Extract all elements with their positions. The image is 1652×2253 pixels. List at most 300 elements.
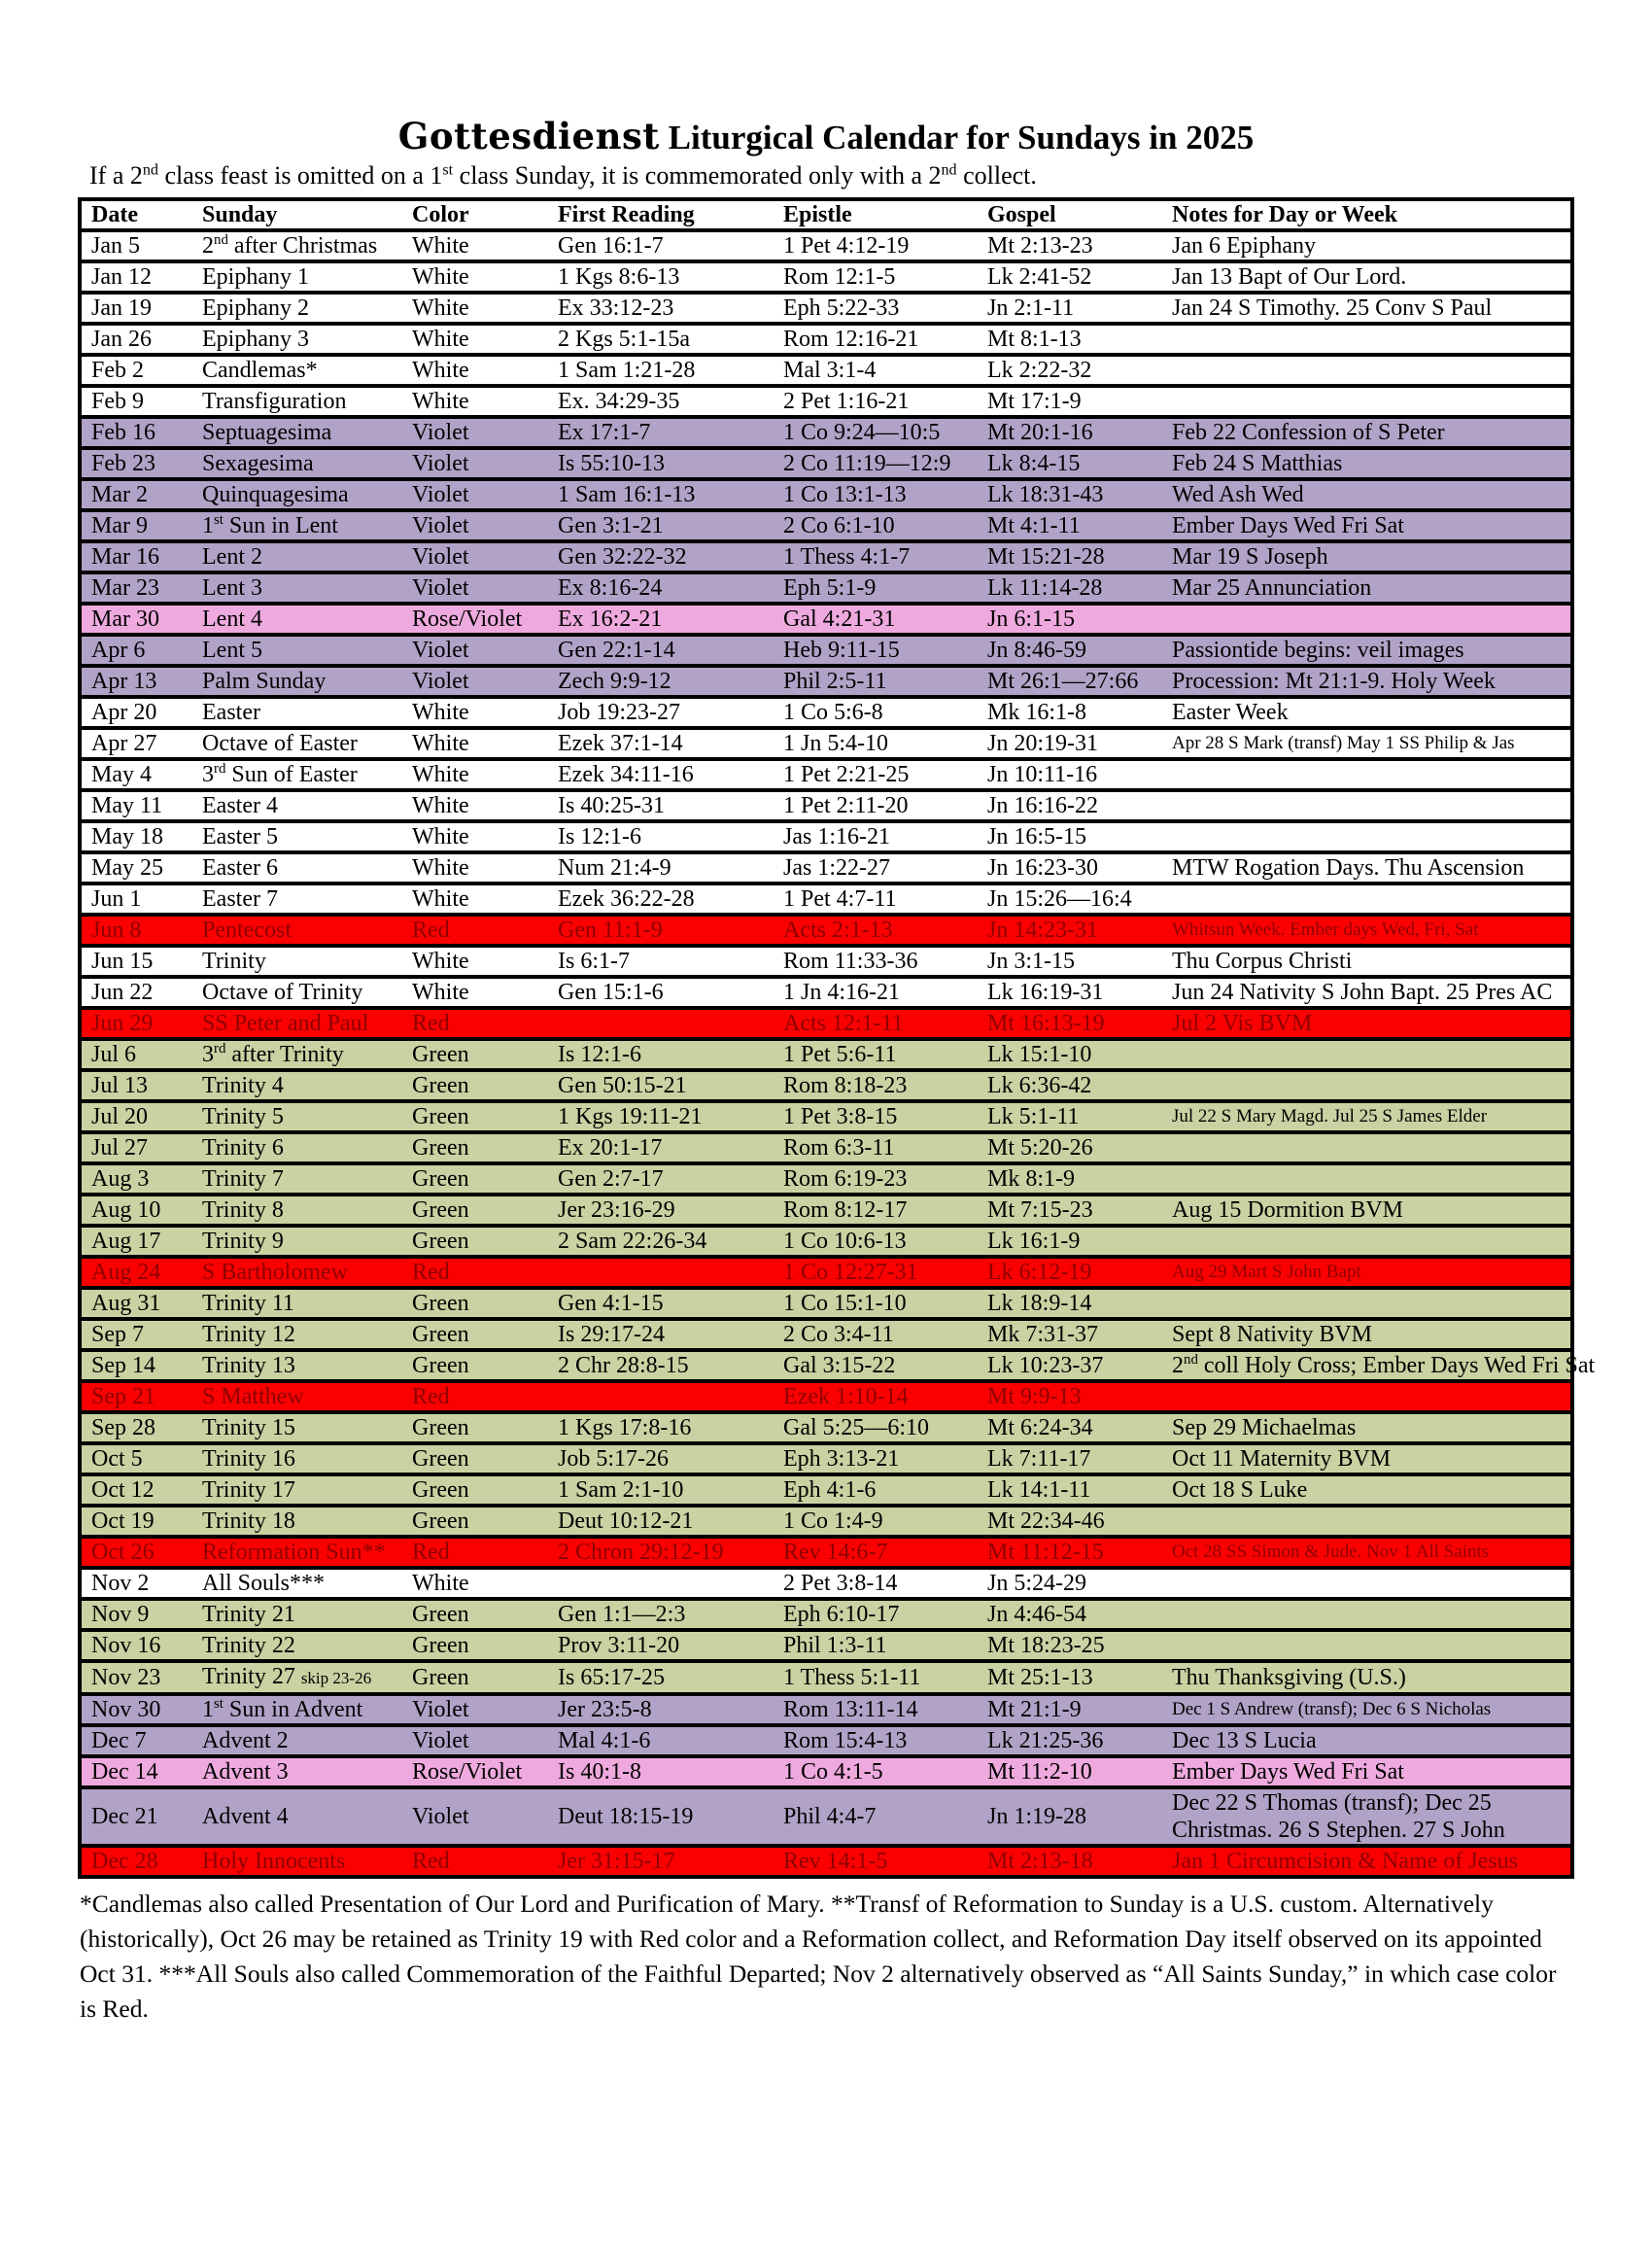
cell-epistle: 1 Co 13:1-13 (783, 482, 907, 507)
cell-sunday: Trinity 17 (202, 1477, 295, 1503)
cell-first-reading: Num 21:4-9 (558, 855, 671, 881)
cell-notes: Mar 25 Annunciation (1172, 575, 1372, 601)
cell-epistle: Phil 1:3-11 (783, 1633, 887, 1658)
table-row (80, 510, 1572, 541)
table-row (80, 1008, 1572, 1039)
table-row (80, 1846, 1572, 1877)
cell-gospel: Mt 11:12-15 (987, 1540, 1104, 1565)
table-row (80, 230, 1572, 261)
cell-gospel: Mt 17:1-9 (987, 389, 1082, 414)
cell-sunday: Septuagesima (202, 420, 332, 445)
cell-date: Jul 20 (91, 1104, 149, 1129)
cell-sunday: Trinity 13 (202, 1353, 295, 1378)
cell-color: Violet (412, 1804, 469, 1829)
cell-sunday: Epiphany 2 (202, 295, 309, 321)
cell-notes (1162, 1630, 1572, 1661)
cell-notes (1162, 884, 1572, 915)
cell-gospel: Jn 10:11-16 (987, 762, 1098, 787)
cell-epistle: 1 Pet 3:8-15 (783, 1104, 898, 1129)
header-gospel: Gospel (987, 202, 1056, 227)
table-row (80, 1756, 1572, 1787)
cell-date: Sep 28 (91, 1415, 155, 1440)
cell-epistle: Ezek 1:10-14 (783, 1384, 909, 1409)
title-rest: Liturgical Calendar for Sundays in 2025 (659, 119, 1255, 156)
cell-gospel: Lk 2:41-52 (987, 264, 1092, 290)
cell-sunday: Trinity 4 (202, 1073, 284, 1098)
cell-epistle: 1 Pet 2:21-25 (783, 762, 910, 787)
cell-notes: Thu Thanksgiving (U.S.) (1172, 1665, 1406, 1690)
cell-epistle: 1 Co 10:6-13 (783, 1229, 907, 1254)
cell-date: Nov 30 (91, 1697, 161, 1722)
cell-gospel: Mt 11:2-10 (987, 1759, 1092, 1785)
cell-date: Sep 14 (91, 1353, 155, 1378)
cell-epistle: Rom 12:1-5 (783, 264, 896, 290)
table-row (80, 1443, 1572, 1474)
cell-gospel: Mt 4:1-11 (987, 513, 1081, 538)
cell-gospel: Lk 6:36-42 (987, 1073, 1092, 1098)
cell-color: Green (412, 1508, 469, 1534)
cell-color: White (412, 949, 469, 974)
table-row (80, 479, 1572, 510)
cell-date: Aug 24 (91, 1260, 161, 1285)
cell-notes (1162, 790, 1572, 821)
cell-first-reading: Ex 8:16-24 (558, 575, 663, 601)
table-row (80, 1381, 1572, 1412)
cell-color: White (412, 886, 469, 912)
cell-gospel: Lk 11:14-28 (987, 575, 1103, 601)
cell-color: Green (412, 1477, 469, 1503)
cell-first-reading: Job 19:23-27 (558, 700, 680, 725)
cell-gospel: Jn 14:23-31 (987, 918, 1098, 943)
table-row (80, 790, 1572, 821)
cell-notes: Wed Ash Wed (1172, 482, 1304, 507)
cell-sunday: Trinity 7 (202, 1166, 284, 1192)
table-row (80, 1787, 1572, 1846)
cell-date: Aug 17 (91, 1229, 161, 1254)
cell-color: Green (412, 1042, 469, 1067)
table-row (80, 1070, 1572, 1101)
cell-first-reading: 2 Kgs 5:1-15a (558, 327, 690, 352)
table-row (80, 1474, 1572, 1506)
cell-sunday: 3rd after Trinity (202, 1041, 344, 1067)
cell-gospel: Mt 20:1-16 (987, 420, 1093, 445)
cell-color: Green (412, 1135, 469, 1161)
cell-epistle: 1 Pet 5:6-11 (783, 1042, 897, 1067)
cell-notes: Jun 24 Nativity S John Bapt. 25 Pres AC (1172, 980, 1553, 1005)
cell-notes (1162, 604, 1572, 635)
table-row (80, 1132, 1572, 1163)
cell-date: Mar 23 (91, 575, 159, 601)
cell-notes: Easter Week (1172, 700, 1289, 725)
cell-gospel: Lk 18:9-14 (987, 1291, 1092, 1316)
cell-epistle: Rom 8:18-23 (783, 1073, 908, 1098)
cell-color: Green (412, 1322, 469, 1347)
cell-color: Green (412, 1166, 469, 1192)
cell-sunday: Octave of Trinity (202, 980, 363, 1005)
cell-gospel: Lk 2:22-32 (987, 358, 1092, 383)
title-masthead: Gottesdienst (397, 115, 660, 157)
cell-epistle: Rom 11:33-36 (783, 949, 918, 974)
cell-epistle: Rom 8:12-17 (783, 1197, 908, 1223)
cell-epistle: 1 Co 1:4-9 (783, 1508, 883, 1534)
cell-epistle: 2 Co 6:1-10 (783, 513, 895, 538)
cell-sunday: 2nd after Christmas (202, 232, 378, 259)
cell-gospel: Mt 18:23-25 (987, 1633, 1105, 1658)
cell-date: Dec 7 (91, 1728, 147, 1753)
cell-sunday: Trinity (202, 949, 266, 974)
cell-notes (1162, 1132, 1572, 1163)
cell-date: Jan 12 (91, 264, 152, 290)
cell-first-reading: Is 6:1-7 (558, 949, 630, 974)
cell-color: Violet (412, 513, 469, 538)
cell-color: Green (412, 1633, 469, 1658)
cell-gospel: Mt 8:1-13 (987, 327, 1082, 352)
page-title (78, 115, 1574, 157)
cell-color: White (412, 233, 469, 259)
cell-sunday: Advent 2 (202, 1728, 289, 1753)
cell-notes: Oct 11 Maternity BVM (1172, 1446, 1392, 1472)
cell-first-reading: Is 12:1-6 (558, 824, 641, 849)
cell-sunday: 1st Sun in Lent (202, 512, 338, 538)
cell-notes (1162, 1568, 1572, 1599)
cell-color: Green (412, 1665, 469, 1690)
cell-gospel: Mt 15:21-28 (987, 544, 1105, 570)
table-row (80, 541, 1572, 572)
cell-sunday: Advent 3 (202, 1759, 289, 1785)
cell-date: Jul 6 (91, 1042, 137, 1067)
cell-color: Green (412, 1197, 469, 1223)
cell-epistle: Eph 3:13-21 (783, 1446, 900, 1472)
cell-epistle: 1 Jn 5:4-10 (783, 731, 888, 756)
header-sunday: Sunday (202, 202, 278, 227)
cell-date: Nov 2 (91, 1571, 150, 1596)
table-row (80, 1537, 1572, 1568)
cell-first-reading: Is 29:17-24 (558, 1322, 665, 1347)
cell-color: White (412, 762, 469, 787)
cell-epistle: Gal 4:21-31 (783, 607, 896, 632)
cell-color: Violet (412, 1728, 469, 1753)
cell-first-reading: Jer 23:5-8 (558, 1697, 652, 1722)
cell-date: Mar 16 (91, 544, 159, 570)
cell-gospel: Mt 5:20-26 (987, 1135, 1093, 1161)
cell-date: Sep 7 (91, 1322, 144, 1347)
cell-color: White (412, 980, 469, 1005)
cell-first-reading: Ex. 34:29-35 (558, 389, 680, 414)
cell-date: Aug 10 (91, 1197, 161, 1223)
table-row (80, 1694, 1572, 1725)
cell-sunday: Reformation Sun** (202, 1540, 386, 1565)
cell-notes: Sept 8 Nativity BVM (1172, 1322, 1373, 1347)
cell-first-reading: 2 Chr 28:8-15 (558, 1353, 689, 1378)
cell-date: Nov 16 (91, 1633, 161, 1658)
cell-first-reading: Ex 17:1-7 (558, 420, 651, 445)
cell-gospel: Lk 6:12-19 (987, 1260, 1092, 1285)
cell-sunday: Trinity 6 (202, 1135, 284, 1161)
cell-first-reading: 1 Kgs 19:11-21 (558, 1104, 703, 1129)
cell-gospel: Lk 8:4-15 (987, 451, 1081, 476)
cell-sunday: Lent 3 (202, 575, 262, 601)
cell-notes: Feb 22 Confession of S Peter (1172, 420, 1445, 445)
cell-epistle: 2 Co 11:19—12:9 (783, 451, 951, 476)
cell-date: Jul 27 (91, 1135, 149, 1161)
table-row (80, 666, 1572, 697)
cell-color: Red (412, 1540, 450, 1565)
cell-notes: Aug 15 Dormition BVM (1172, 1197, 1404, 1223)
cell-color: Red (412, 1384, 450, 1409)
cell-gospel: Lk 7:11-17 (987, 1446, 1091, 1472)
cell-epistle: 1 Co 9:24—10:5 (783, 420, 941, 445)
cell-epistle: Eph 5:22-33 (783, 295, 900, 321)
cell-sunday: Lent 4 (202, 607, 262, 632)
cell-first-reading: Is 40:1-8 (558, 1759, 641, 1785)
cell-date: Sep 21 (91, 1384, 155, 1409)
cell-epistle: Rom 6:19-23 (783, 1166, 908, 1192)
cell-color: Rose/Violet (412, 607, 523, 632)
cell-notes (1162, 1506, 1572, 1537)
cell-first-reading: Deut 10:12-21 (558, 1508, 694, 1534)
cell-color: Green (412, 1104, 469, 1129)
cell-epistle: 2 Co 3:4-11 (783, 1322, 894, 1347)
table-row (80, 884, 1572, 915)
cell-notes: Jul 22 S Mary Magd. Jul 25 S James Elder (1172, 1106, 1488, 1126)
cell-date: Nov 9 (91, 1602, 150, 1627)
cell-first-reading (548, 1381, 774, 1412)
cell-date: Oct 5 (91, 1446, 143, 1472)
table-row (80, 1506, 1572, 1537)
cell-epistle: Phil 4:4-7 (783, 1804, 877, 1829)
cell-notes: Oct 28 SS Simon & Jude. Nov 1 All Saints (1172, 1542, 1490, 1562)
subtitle-rubric: If a 2nd class feast is omitted on a 1st class Sunday, it is commemorated only with a 2nd collect. (89, 161, 1037, 190)
cell-first-reading: Gen 16:1-7 (558, 233, 664, 259)
cell-epistle: Acts 2:1-13 (783, 918, 893, 943)
table-row (80, 1725, 1572, 1756)
cell-date: Feb 2 (91, 358, 144, 383)
cell-epistle: Gal 3:15-22 (783, 1353, 896, 1378)
cell-gospel: Lk 5:1-11 (987, 1104, 1080, 1129)
cell-color: White (412, 327, 469, 352)
cell-color: Violet (412, 544, 469, 570)
cell-first-reading: Ex 16:2-21 (558, 607, 663, 632)
cell-color: Red (412, 1849, 450, 1874)
cell-first-reading: 1 Kgs 8:6-13 (558, 264, 680, 290)
cell-gospel: Mk 8:1-9 (987, 1166, 1075, 1192)
cell-notes: Passiontide begins: veil images (1172, 638, 1464, 663)
cell-gospel: Lk 16:1-9 (987, 1229, 1081, 1254)
table-row (80, 1039, 1572, 1070)
cell-notes: Dec 22 S Thomas (transf); Dec 25 Christmas. 26 S Stephen. 27 S John (1172, 1790, 1505, 1843)
cell-color: White (412, 358, 469, 383)
cell-date: Dec 21 (91, 1804, 158, 1829)
cell-sunday: Advent 4 (202, 1804, 289, 1829)
cell-notes: Aug 29 Mart S John Bapt (1172, 1262, 1361, 1282)
cell-first-reading: Ezek 34:11-16 (558, 762, 694, 787)
cell-sunday: Transfiguration (202, 389, 347, 414)
cell-first-reading: 1 Sam 1:21-28 (558, 358, 696, 383)
cell-first-reading: Ezek 36:22-28 (558, 886, 695, 912)
cell-notes (1162, 1288, 1572, 1319)
cell-sunday: Pentecost (202, 918, 292, 943)
cell-first-reading: Is 55:10-13 (558, 451, 665, 476)
cell-color: White (412, 1571, 469, 1596)
cell-sunday: Trinity 11 (202, 1291, 294, 1316)
cell-sunday: Trinity 15 (202, 1415, 295, 1440)
table-row (80, 821, 1572, 852)
header-color: Color (412, 202, 469, 227)
cell-notes: Jan 24 S Timothy. 25 Conv S Paul (1172, 295, 1493, 321)
cell-gospel: Jn 15:26—16:4 (987, 886, 1132, 912)
calendar-table-body (80, 230, 1596, 1877)
cell-first-reading: Is 65:17-25 (558, 1665, 665, 1690)
table-row (80, 293, 1572, 324)
table-row (80, 635, 1572, 666)
cell-gospel: Jn 1:19-28 (987, 1804, 1086, 1829)
cell-date: Apr 27 (91, 731, 157, 756)
cell-notes (1162, 1381, 1572, 1412)
cell-first-reading: Gen 3:1-21 (558, 513, 664, 538)
cell-first-reading: Gen 11:1-9 (558, 918, 663, 943)
cell-date: Dec 28 (91, 1849, 158, 1874)
cell-sunday: Easter 5 (202, 824, 278, 849)
cell-notes: Ember Days Wed Fri Sat (1172, 1759, 1404, 1785)
cell-first-reading: Prov 3:11-20 (558, 1633, 680, 1658)
cell-color: White (412, 295, 469, 321)
header-notes: Notes for Day or Week (1172, 202, 1397, 227)
cell-gospel: Jn 16:23-30 (987, 855, 1098, 881)
cell-date: Jan 5 (91, 233, 140, 259)
cell-color: Green (412, 1415, 469, 1440)
cell-gospel: Jn 16:5-15 (987, 824, 1086, 849)
cell-sunday: Trinity 9 (202, 1229, 284, 1254)
cell-notes (1162, 355, 1572, 386)
cell-first-reading: Gen 1:1—2:3 (558, 1602, 686, 1627)
cell-sunday: Epiphany 1 (202, 264, 309, 290)
table-row (80, 261, 1572, 293)
cell-first-reading: 1 Sam 16:1-13 (558, 482, 696, 507)
table-row (80, 417, 1572, 448)
table-row (80, 386, 1572, 417)
cell-date: Oct 12 (91, 1477, 155, 1503)
cell-date: Apr 13 (91, 669, 157, 694)
cell-notes: Procession: Mt 21:1-9. Holy Week (1172, 669, 1496, 694)
header-epistle: Epistle (783, 202, 852, 227)
cell-first-reading: Mal 4:1-6 (558, 1728, 651, 1753)
cell-gospel: Jn 4:46-54 (987, 1602, 1086, 1627)
cell-first-reading: 2 Sam 22:26-34 (558, 1229, 707, 1254)
cell-epistle: 1 Co 12:27-31 (783, 1260, 918, 1285)
cell-color: Violet (412, 451, 469, 476)
cell-color: Green (412, 1602, 469, 1627)
cell-notes (1162, 821, 1572, 852)
cell-first-reading: Jer 31:15-17 (558, 1849, 675, 1874)
cell-sunday: Trinity 8 (202, 1197, 284, 1223)
cell-first-reading: Jer 23:16-29 (558, 1197, 675, 1223)
cell-epistle: 1 Pet 2:11-20 (783, 793, 909, 818)
cell-sunday: SS Peter and Paul (202, 1011, 369, 1036)
cell-notes (1162, 324, 1572, 355)
table-row (80, 915, 1572, 946)
table-row (80, 1350, 1572, 1381)
cell-epistle: Rev 14:1-5 (783, 1849, 888, 1874)
cell-notes: Mar 19 S Joseph (1172, 544, 1328, 570)
cell-sunday: 1st Sun in Advent (202, 1696, 363, 1722)
cell-color: Violet (412, 638, 469, 663)
cell-epistle: Rev 14:6-7 (783, 1540, 888, 1565)
cell-color: White (412, 824, 469, 849)
cell-notes (1162, 1226, 1572, 1257)
cell-epistle: Gal 5:25—6:10 (783, 1415, 929, 1440)
cell-color: Red (412, 1260, 450, 1285)
cell-epistle: 1 Co 15:1-10 (783, 1291, 907, 1316)
cell-notes (1162, 1070, 1572, 1101)
cell-sunday: Easter 7 (202, 886, 278, 912)
cell-sunday: Trinity 12 (202, 1322, 295, 1347)
table-row (80, 1319, 1572, 1350)
cell-sunday: Trinity 21 (202, 1602, 295, 1627)
cell-date: Jun 22 (91, 980, 154, 1005)
cell-first-reading: Job 5:17-26 (558, 1446, 669, 1472)
cell-notes: Feb 24 S Matthias (1172, 451, 1343, 476)
cell-sunday: Holy Innocents (202, 1849, 346, 1874)
cell-date: Jun 8 (91, 918, 142, 943)
cell-first-reading (548, 1568, 774, 1599)
cell-notes: Ember Days Wed Fri Sat (1172, 513, 1404, 538)
cell-sunday: Candlemas* (202, 358, 318, 383)
cell-notes: Jul 2 Vis BVM (1172, 1011, 1313, 1036)
table-row (80, 1195, 1572, 1226)
cell-date: Nov 23 (91, 1665, 161, 1690)
cell-first-reading (548, 1257, 774, 1288)
cell-color: White (412, 389, 469, 414)
cell-gospel: Lk 16:19-31 (987, 980, 1104, 1005)
cell-notes (1162, 1163, 1572, 1195)
table-row (80, 1163, 1572, 1195)
cell-color: Violet (412, 1697, 469, 1722)
cell-sunday: Octave of Easter (202, 731, 358, 756)
cell-date: Apr 6 (91, 638, 146, 663)
cell-first-reading: Gen 15:1-6 (558, 980, 664, 1005)
cell-gospel: Mt 21:1-9 (987, 1697, 1082, 1722)
cell-notes (1162, 1039, 1572, 1070)
cell-epistle: Jas 1:16-21 (783, 824, 890, 849)
table-row (80, 946, 1572, 977)
table-row (80, 355, 1572, 386)
header-date: Date (91, 202, 138, 227)
cell-notes: Jan 6 Epiphany (1172, 233, 1316, 259)
cell-color: Red (412, 918, 450, 943)
cell-epistle: 2 Pet 3:8-14 (783, 1571, 898, 1596)
cell-color: White (412, 264, 469, 290)
cell-gospel: Mt 7:15-23 (987, 1197, 1093, 1223)
table-row (80, 1101, 1572, 1132)
cell-date: Jan 26 (91, 327, 152, 352)
cell-notes: MTW Rogation Days. Thu Ascension (1172, 855, 1525, 881)
cell-epistle: 1 Co 5:6-8 (783, 700, 883, 725)
cell-color: Green (412, 1353, 469, 1378)
cell-epistle: 1 Jn 4:16-21 (783, 980, 900, 1005)
cell-date: Jun 15 (91, 949, 154, 974)
cell-gospel: Mt 25:1-13 (987, 1665, 1093, 1690)
table-row (80, 1661, 1572, 1694)
cell-first-reading: Deut 18:15-19 (558, 1804, 694, 1829)
cell-epistle: Rom 13:11-14 (783, 1697, 918, 1722)
cell-gospel: Mt 9:9-13 (987, 1384, 1082, 1409)
cell-date: May 25 (91, 855, 163, 881)
cell-color: White (412, 793, 469, 818)
cell-epistle: Heb 9:11-15 (783, 638, 900, 663)
cell-sunday: Easter 6 (202, 855, 278, 881)
cell-first-reading: 2 Chron 29:12-19 (558, 1540, 724, 1565)
cell-gospel: Jn 3:1-15 (987, 949, 1075, 974)
